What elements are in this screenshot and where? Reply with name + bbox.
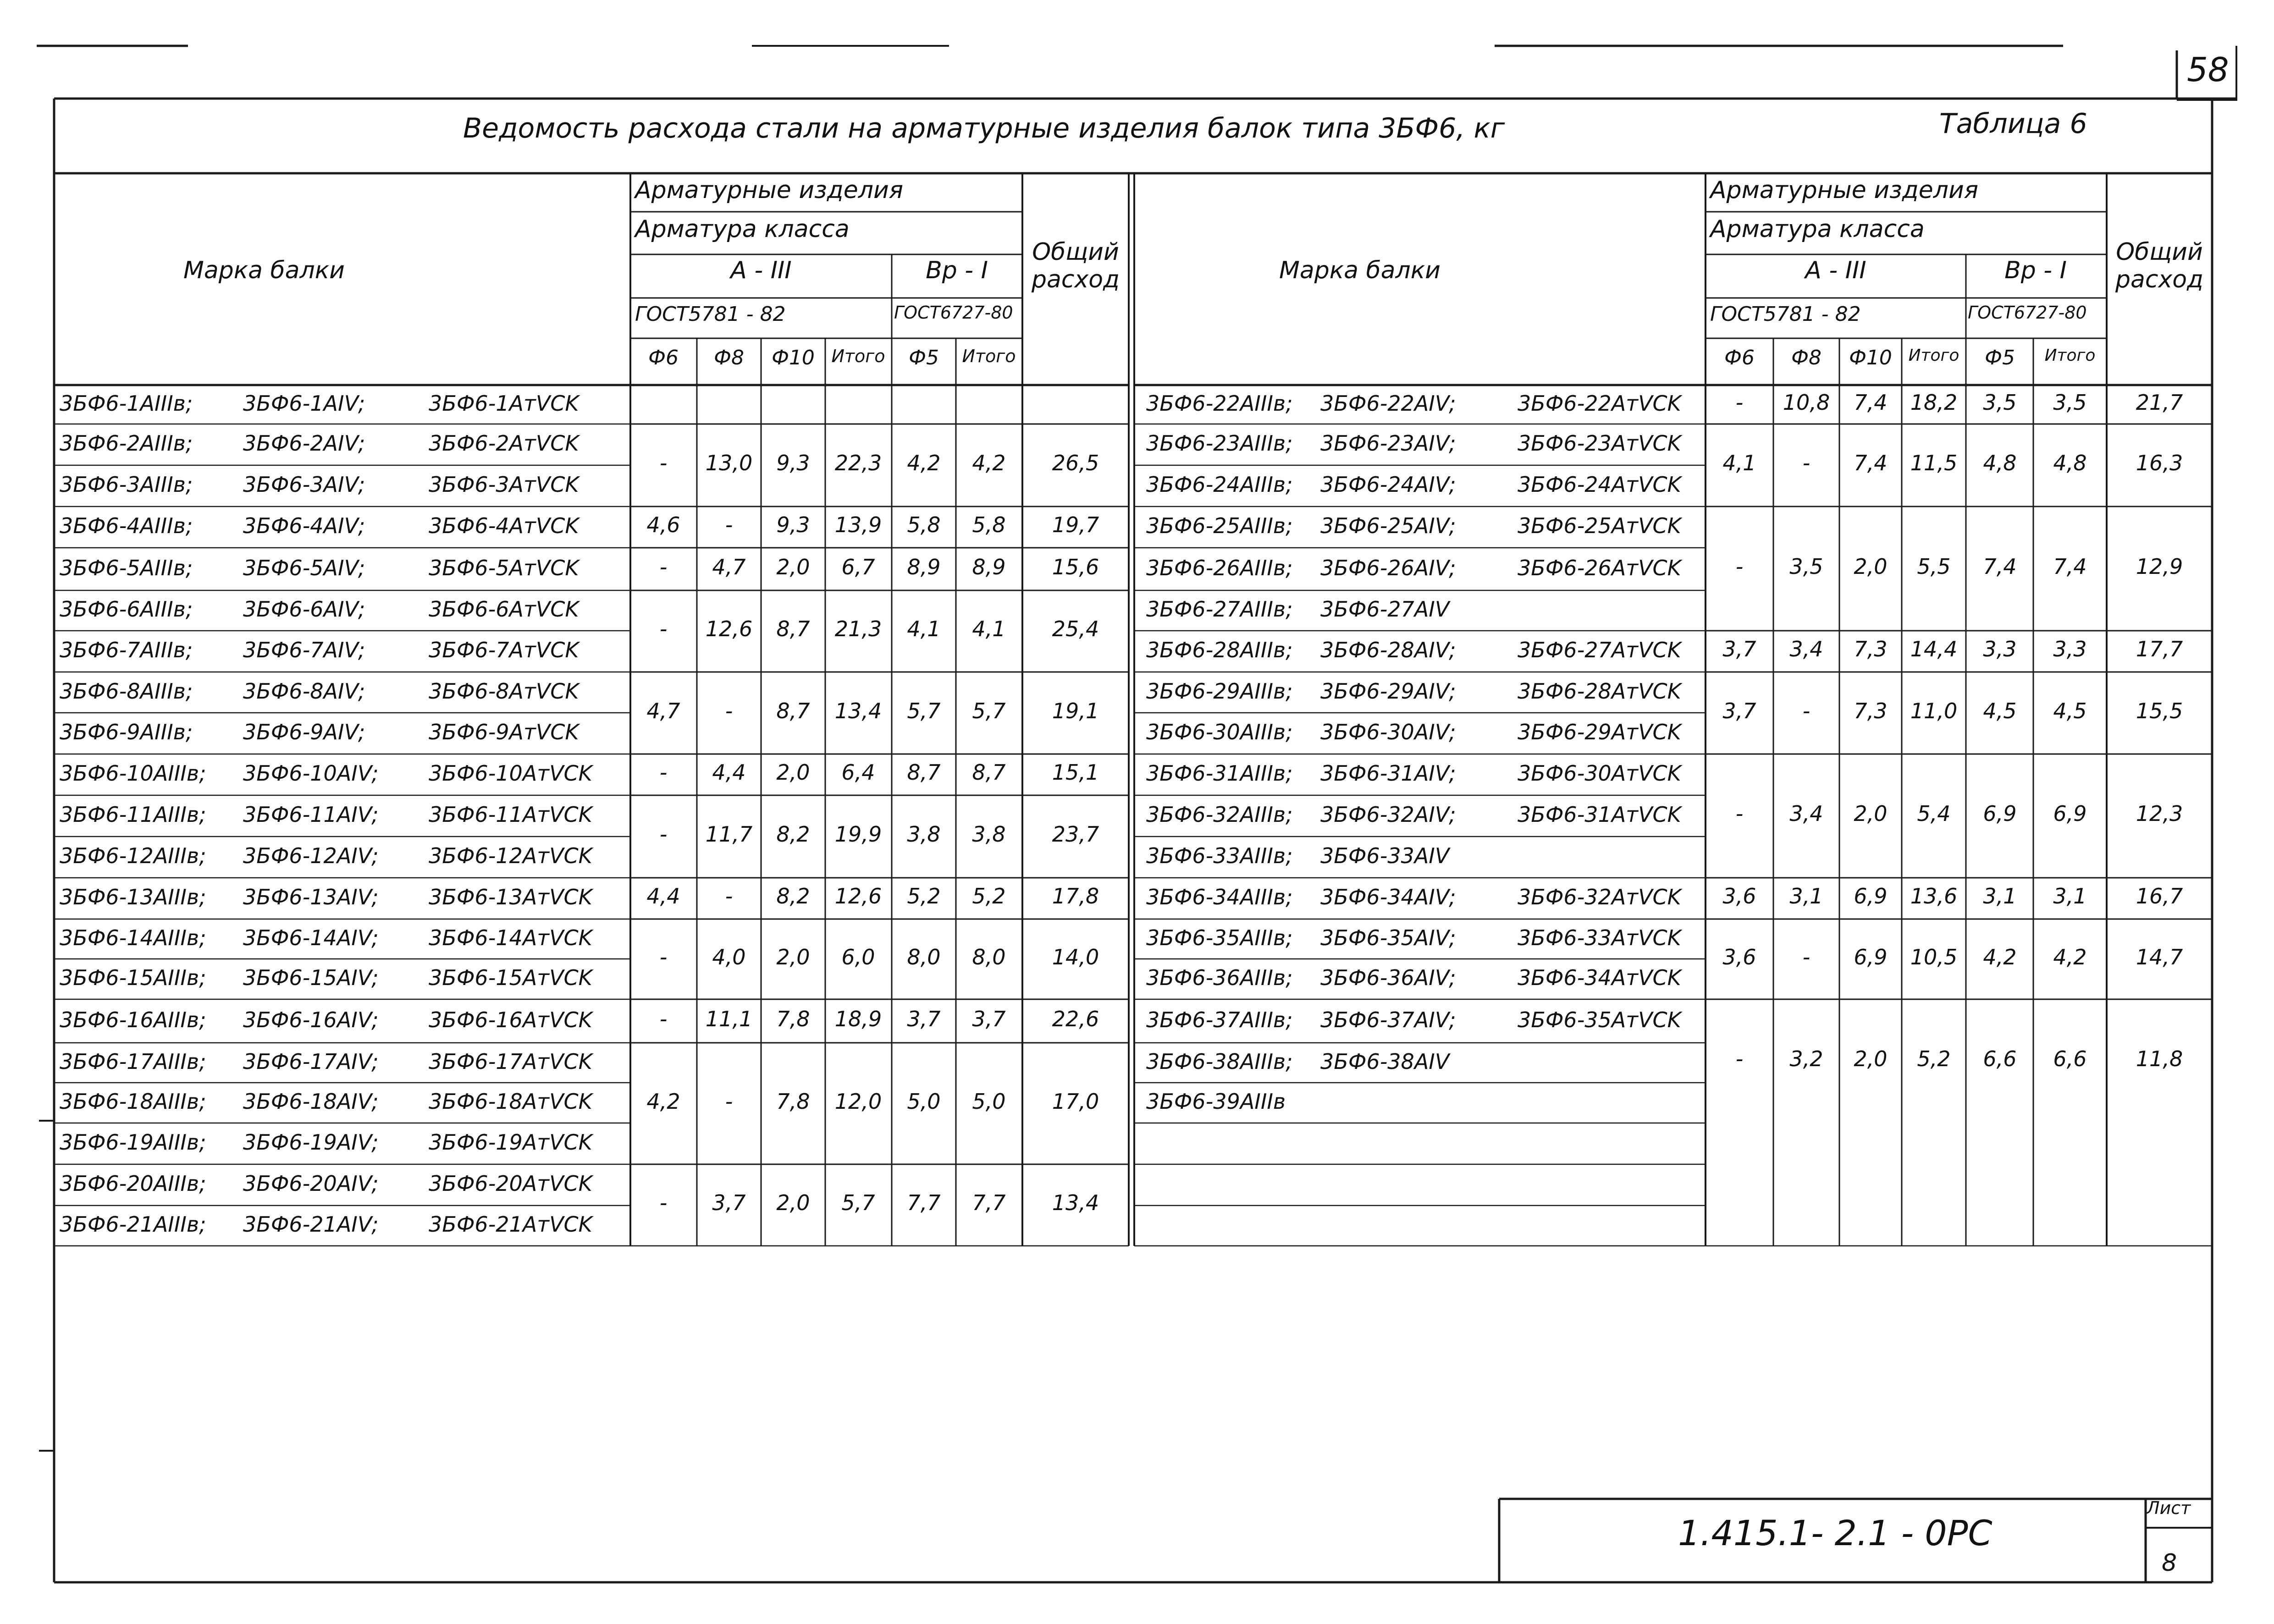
value-cell: 3,5 [1789,554,1823,579]
value-cell: 6,4 [841,760,875,785]
left-header-total: Общий расход [1031,238,1120,293]
value-cell: 8,7 [907,760,941,785]
value-cell: 8,2 [776,822,810,847]
value-cell: 3,5 [2053,390,2087,415]
value-cell: - [659,451,668,475]
beam-mark: 3БФ6-16АIV; [243,1007,379,1032]
value-cell: 8,0 [907,944,941,969]
value-cell: 16,3 [2136,451,2183,475]
beam-mark: 3БФ6-10АтVCK [429,761,592,786]
value-cell: 5,2 [972,884,1006,908]
value-cell: 18,2 [1910,390,1958,415]
beam-mark: 3БФ6-18АтVCK [429,1089,592,1114]
beam-mark: 3БФ6-10АIV; [243,761,379,786]
beam-mark: 3БФ6-31АтVCK [1518,802,1681,827]
value-cell: 9,3 [776,512,810,537]
right-col-f6: Ф6 [1724,346,1755,369]
left-col-f6: Ф6 [648,346,679,369]
beam-mark: 3БФ6-24АIV; [1320,472,1456,497]
beam-mark: 3БФ6-29АIV; [1320,678,1456,704]
value-cell: 15,6 [1052,554,1099,579]
beam-mark: 3БФ6-22АIV; [1320,391,1456,416]
beam-mark: 3БФ6-29АIIIв; [1146,678,1293,704]
value-cell: 13,9 [834,512,882,537]
value-cell: - [659,617,668,641]
value-cell: 26,5 [1052,451,1099,475]
value-cell: 17,7 [2136,637,2183,661]
value-cell: 4,7 [646,698,680,723]
value-cell: 2,0 [1854,1046,1888,1071]
beam-mark: 3БФ6-13АIIIв; [60,885,206,909]
beam-mark: 3БФ6-28АIV; [1320,638,1456,662]
value-cell: 4,7 [712,554,746,579]
value-cell: 17,8 [1052,884,1099,908]
value-cell: 13,4 [834,698,882,723]
value-cell: 11,7 [705,822,753,847]
beam-mark: 3БФ6-7АIV; [243,638,365,662]
right-col-f10: Ф10 [1849,346,1892,369]
stamp-sheet-label: Лист [2147,1498,2191,1518]
right-col-total2: Итого [2044,346,2096,365]
value-cell: 3,1 [1789,884,1823,908]
value-cell: - [659,760,668,785]
value-cell: 22,3 [834,451,882,475]
beam-mark: 3БФ6-30АIIIв; [1146,720,1293,744]
beam-mark: 3БФ6-8АIIIв; [60,678,193,704]
value-cell: 2,0 [1854,554,1888,579]
value-cell: 4,8 [2053,451,2087,475]
beam-mark: 3БФ6-38АIV [1320,1049,1450,1074]
value-cell: 4,4 [712,760,746,785]
beam-mark: 3БФ6-10АIIIв; [60,761,206,786]
value-cell: - [725,698,733,723]
beam-mark: 3БФ6-20АIIIв; [60,1171,206,1196]
value-cell: 7,7 [972,1190,1006,1215]
value-cell: 4,2 [646,1089,680,1114]
beam-mark: 3БФ6-2АIIIв; [60,431,193,456]
beam-mark: 3БФ6-6АIV; [243,597,365,622]
beam-mark: 3БФ6-11АIV; [243,802,379,827]
beam-mark: 3БФ6-13АтVCK [429,885,592,909]
value-cell: 3,7 [712,1190,746,1215]
value-cell: 6,0 [841,944,875,969]
value-cell: 3,8 [907,822,941,847]
value-cell: 12,6 [705,617,753,641]
value-cell: 19,7 [1052,512,1099,537]
beam-mark: 3БФ6-31АIIIв; [1146,761,1293,786]
value-cell: 3,6 [1722,884,1756,908]
beam-mark: 3БФ6-20АIV; [243,1171,379,1196]
beam-mark: 3БФ6-19АтVCK [429,1130,592,1155]
left-col-f5: Ф5 [909,346,939,369]
beam-mark: 3БФ6-38АIIIв; [1146,1049,1293,1074]
beam-mark: 3БФ6-7АтVCK [429,638,579,662]
beam-mark: 3БФ6-25АIIIв; [1146,513,1293,538]
beam-mark: 3БФ6-22АIIIв; [1146,391,1293,416]
beam-mark: 3БФ6-21АтVCK [429,1212,592,1237]
right-header-vr1: Вр - I [2004,257,2067,284]
value-cell: 23,7 [1052,822,1099,847]
value-cell: 7,4 [1983,554,2017,579]
beam-mark: 3БФ6-34АIIIв; [1146,885,1293,909]
value-cell: 13,4 [1052,1190,1099,1215]
value-cell: 19,9 [834,822,882,847]
value-cell: - [659,822,668,847]
beam-mark: 3БФ6-21АIV; [243,1212,379,1237]
beam-mark: 3БФ6-17АIIIв; [60,1049,206,1074]
value-cell: - [659,1190,668,1215]
beam-mark: 3БФ6-1АIV; [243,391,365,416]
value-cell: 7,3 [1854,637,1888,661]
left-header-items: Арматурные изделия [635,176,904,204]
beam-mark: 3БФ6-28АтVCK [1518,678,1681,704]
value-cell: 12,0 [834,1089,882,1114]
value-cell: - [659,944,668,969]
beam-mark: 3БФ6-33АтVCK [1518,925,1681,950]
value-cell: 14,7 [2136,944,2183,969]
left-header-gost2: ГОСТ6727-80 [894,303,1013,323]
value-cell: 17,0 [1052,1089,1099,1114]
beam-mark: 3БФ6-15АIV; [243,965,379,990]
beam-mark: 3БФ6-5АтVCK [429,555,579,580]
right-header-total: Общий расход [2115,238,2203,293]
value-cell: 2,0 [776,554,810,579]
value-cell: 6,6 [1983,1046,2017,1071]
value-cell: 18,9 [834,1006,882,1031]
beam-mark: 3БФ6-24АтVCK [1518,472,1681,497]
value-cell: 7,4 [1854,451,1888,475]
beam-mark: 3БФ6-31АIV; [1320,761,1456,786]
value-cell: - [1802,698,1810,723]
beam-mark: 3БФ6-9АIV; [243,720,365,744]
value-cell: 22,6 [1052,1006,1099,1031]
value-cell: 4,5 [1983,698,2017,723]
beam-mark: 3БФ6-33АIIIв; [1146,843,1293,868]
beam-mark: 3БФ6-27АтVCK [1518,638,1681,662]
value-cell: 14,4 [1910,637,1958,661]
right-col-total: Итого [1908,346,1959,365]
beam-mark: 3БФ6-19АIIIв; [60,1130,206,1155]
beam-mark: 3БФ6-30АIV; [1320,720,1456,744]
right-col-f5: Ф5 [1985,346,2015,369]
value-cell: - [1802,944,1810,969]
value-cell: - [659,554,668,579]
value-cell: 5,8 [972,512,1006,537]
beam-mark: 3БФ6-26АIIIв; [1146,555,1293,580]
value-cell: 6,7 [841,554,875,579]
value-cell: 3,8 [972,822,1006,847]
value-cell: 7,8 [776,1006,810,1031]
value-cell: 6,9 [2053,801,2087,826]
beam-mark: 3БФ6-33АIV [1320,843,1450,868]
value-cell: 16,7 [2136,884,2183,908]
value-cell: 4,2 [972,451,1006,475]
right-header-gost2: ГОСТ6727-80 [1968,303,2087,323]
value-cell: 3,5 [1983,390,2017,415]
value-cell: 11,8 [2136,1046,2183,1071]
value-cell: 5,0 [907,1089,941,1114]
value-cell: 4,2 [907,451,941,475]
document-code: 1.415.1- 2.1 - 0РС [1678,1513,1993,1553]
value-cell: - [725,512,733,537]
value-cell: 4,2 [2053,944,2087,969]
left-col-total2: Итого [962,346,1016,366]
value-cell: 5,8 [907,512,941,537]
beam-mark: 3БФ6-20АтVCK [429,1171,592,1196]
value-cell: 13,0 [705,451,753,475]
beam-mark: 3БФ6-27АIIIв; [1146,597,1293,622]
beam-mark: 3БФ6-18АIIIв; [60,1089,206,1114]
beam-mark: 3БФ6-3АIV; [243,472,365,497]
right-col-f8: Ф8 [1791,346,1821,369]
value-cell: 2,0 [776,760,810,785]
value-cell: 6,6 [2053,1046,2087,1071]
value-cell: 11,1 [705,1006,753,1031]
beam-mark: 3БФ6-5АIV; [243,555,365,580]
beam-mark: 3БФ6-26АтVCK [1518,555,1681,580]
value-cell: 5,7 [907,698,941,723]
value-cell: 4,2 [1983,944,2017,969]
value-cell: 4,6 [646,512,680,537]
value-cell: 6,9 [1854,884,1888,908]
value-cell: 8,0 [972,944,1006,969]
beam-mark: 3БФ6-8АтVCK [429,678,579,704]
beam-mark: 3БФ6-3АIIIв; [60,472,193,497]
value-cell: 7,3 [1854,698,1888,723]
value-cell: - [1735,1046,1744,1071]
beam-mark: 3БФ6-17АтVCK [429,1049,592,1074]
value-cell: - [1735,554,1744,579]
value-cell: - [1735,801,1744,826]
beam-mark: 3БФ6-14АтVCK [429,925,592,950]
value-cell: - [725,884,733,908]
value-cell: 13,6 [1910,884,1958,908]
value-cell: 7,4 [1854,390,1888,415]
beam-mark: 3БФ6-25АтVCK [1518,513,1681,538]
beam-mark: 3БФ6-11АтVCK [429,802,592,827]
value-cell: 8,9 [907,554,941,579]
left-header-gost1: ГОСТ5781 - 82 [635,303,786,326]
value-cell: 8,9 [972,554,1006,579]
beam-mark: 3БФ6-22АтVCK [1518,391,1681,416]
beam-mark: 3БФ6-19АIV; [243,1130,379,1155]
value-cell: 10,8 [1783,390,1830,415]
right-header-items: Арматурные изделия [1710,176,1979,204]
left-col-f10: Ф10 [772,346,815,369]
value-cell: - [1735,390,1744,415]
right-header-a3: А - III [1805,257,1866,284]
beam-mark: 3БФ6-5АIIIв; [60,555,193,580]
beam-mark: 3БФ6-16АтVCK [429,1007,592,1032]
value-cell: 3,2 [1789,1046,1823,1071]
beam-mark: 3БФ6-11АIIIв; [60,802,206,827]
beam-mark: 3БФ6-35АтVCK [1518,1007,1681,1032]
value-cell: 9,3 [776,451,810,475]
value-cell: 21,3 [834,617,882,641]
beam-mark: 3БФ6-27АIV [1320,597,1450,622]
beam-mark: 3БФ6-6АтVCK [429,597,579,622]
value-cell: 3,4 [1789,801,1823,826]
value-cell: 21,7 [2136,390,2183,415]
value-cell: 4,5 [2053,698,2087,723]
value-cell: 5,4 [1917,801,1951,826]
left-col-f8: Ф8 [714,346,744,369]
value-cell: 4,1 [1722,451,1756,475]
beam-mark: 3БФ6-9АIIIв; [60,720,193,744]
value-cell: 3,4 [1789,637,1823,661]
beam-mark: 3БФ6-37АIIIв; [1146,1007,1293,1032]
right-header-class: Арматура класса [1710,215,1925,243]
value-cell: 15,1 [1052,760,1099,785]
left-header-vr1: Вр - I [926,257,988,284]
stamp-sheet-value: 8 [2162,1549,2177,1577]
right-header-gost1: ГОСТ5781 - 82 [1710,303,1861,326]
value-cell: 3,7 [972,1006,1006,1031]
value-cell: 3,6 [1722,944,1756,969]
value-cell: 2,0 [1854,801,1888,826]
beam-mark: 3БФ6-14АIV; [243,925,379,950]
value-cell: 5,7 [841,1190,875,1215]
value-cell: - [1802,451,1810,475]
value-cell: 8,7 [776,698,810,723]
beam-mark: 3БФ6-35АIV; [1320,925,1456,950]
beam-mark: 3БФ6-23АтVCK [1518,431,1681,456]
value-cell: 14,0 [1052,944,1099,969]
beam-mark: 3БФ6-36АIV; [1320,965,1456,990]
value-cell: - [725,1089,733,1114]
beam-mark: 3БФ6-1АIIIв; [60,391,193,416]
value-cell: 6,9 [1854,944,1888,969]
beam-mark: 3БФ6-4АтVCK [429,513,579,538]
value-cell: 4,4 [646,884,680,908]
right-header-mark: Марка балки [1279,257,1441,284]
beam-mark: 3БФ6-24АIIIв; [1146,472,1293,497]
beam-mark: 3БФ6-28АIIIв; [1146,638,1293,662]
beam-mark: 3БФ6-15АIIIв; [60,965,206,990]
beam-mark: 3БФ6-14АIIIв; [60,925,206,950]
beam-mark: 3БФ6-2АIV; [243,431,365,456]
value-cell: 7,4 [2053,554,2087,579]
value-cell: 3,3 [2053,637,2087,661]
value-cell: 8,7 [972,760,1006,785]
value-cell: 3,7 [1722,637,1756,661]
value-cell: 15,5 [2136,698,2183,723]
value-cell: 3,7 [907,1006,941,1031]
left-col-total: Итого [831,346,885,366]
value-cell: 4,1 [907,617,941,641]
beam-mark: 3БФ6-30АтVCK [1518,761,1681,786]
beam-mark: 3БФ6-3АтVCK [429,472,579,497]
value-cell: 6,9 [1983,801,2017,826]
beam-mark: 3БФ6-29АтVCK [1518,720,1681,744]
left-header-mark: Марка балки [183,257,345,284]
value-cell: 25,4 [1052,617,1099,641]
beam-mark: 3БФ6-4АIIIв; [60,513,193,538]
value-cell: 4,8 [1983,451,2017,475]
beam-mark: 3БФ6-2АтVCK [429,431,579,456]
value-cell: 3,1 [1983,884,2017,908]
beam-mark: 3БФ6-7АIIIв; [60,638,193,662]
value-cell: 2,0 [776,1190,810,1215]
beam-mark: 3БФ6-25АIV; [1320,513,1456,538]
beam-mark: 3БФ6-21АIIIв; [60,1212,206,1237]
value-cell: 8,2 [776,884,810,908]
value-cell: 2,0 [776,944,810,969]
left-header-class: Арматура класса [635,215,850,243]
beam-mark: 3БФ6-12АтVCK [429,843,592,868]
beam-mark: 3БФ6-26АIV; [1320,555,1456,580]
beam-mark: 3БФ6-23АIIIв; [1146,431,1293,456]
beam-mark: 3БФ6-17АIV; [243,1049,379,1074]
beam-mark: 3БФ6-32АIV; [1320,802,1456,827]
beam-mark: 3БФ6-32АIIIв; [1146,802,1293,827]
value-cell: 11,0 [1910,698,1958,723]
beam-mark: 3БФ6-16АIIIв; [60,1007,206,1032]
document-title: Ведомость расхода стали на арматурные изделия балок типа 3БФ6, кг [463,112,1505,144]
beam-mark: 3БФ6-35АIIIв; [1146,925,1293,950]
value-cell: 8,7 [776,617,810,641]
value-cell: 7,7 [907,1190,941,1215]
left-header-a3: А - III [730,257,792,284]
value-cell: 12,6 [834,884,882,908]
value-cell: 5,0 [972,1089,1006,1114]
beam-mark: 3БФ6-4АIV; [243,513,365,538]
beam-mark: 3БФ6-39АIIIв [1146,1089,1286,1114]
value-cell: 10,5 [1910,944,1958,969]
value-cell: 5,2 [907,884,941,908]
beam-mark: 3БФ6-18АIV; [243,1089,379,1114]
value-cell: 5,2 [1917,1046,1951,1071]
value-cell: 3,3 [1983,637,2017,661]
beam-mark: 3БФ6-12АIIIв; [60,843,206,868]
value-cell: 3,1 [2053,884,2087,908]
beam-mark: 3БФ6-8АIV; [243,678,365,704]
sheet-number: 58 [2187,50,2229,89]
value-cell: 5,5 [1917,554,1951,579]
beam-mark: 3БФ6-6АIIIв; [60,597,193,622]
value-cell: 5,7 [972,698,1006,723]
value-cell: 4,1 [972,617,1006,641]
beam-mark: 3БФ6-37АIV; [1320,1007,1456,1032]
beam-mark: 3БФ6-34АIV; [1320,885,1456,909]
beam-mark: 3БФ6-13АIV; [243,885,379,909]
beam-mark: 3БФ6-9АтVCK [429,720,579,744]
beam-mark: 3БФ6-12АIV; [243,843,379,868]
beam-mark: 3БФ6-23АIV; [1320,431,1456,456]
value-cell: 12,3 [2136,801,2183,826]
beam-mark: 3БФ6-36АIIIв; [1146,965,1293,990]
beam-mark: 3БФ6-1АтVCK [429,391,579,416]
value-cell: 12,9 [2136,554,2183,579]
beam-mark: 3БФ6-34АтVCK [1518,965,1681,990]
beam-mark: 3БФ6-32АтVCK [1518,885,1681,909]
beam-mark: 3БФ6-15АтVCK [429,965,592,990]
table-label: Таблица 6 [1939,108,2087,140]
value-cell: 3,7 [1722,698,1756,723]
value-cell: 4,0 [712,944,746,969]
value-cell: 11,5 [1910,451,1958,475]
value-cell: 19,1 [1052,698,1099,723]
value-cell: - [659,1006,668,1031]
value-cell: 7,8 [776,1089,810,1114]
